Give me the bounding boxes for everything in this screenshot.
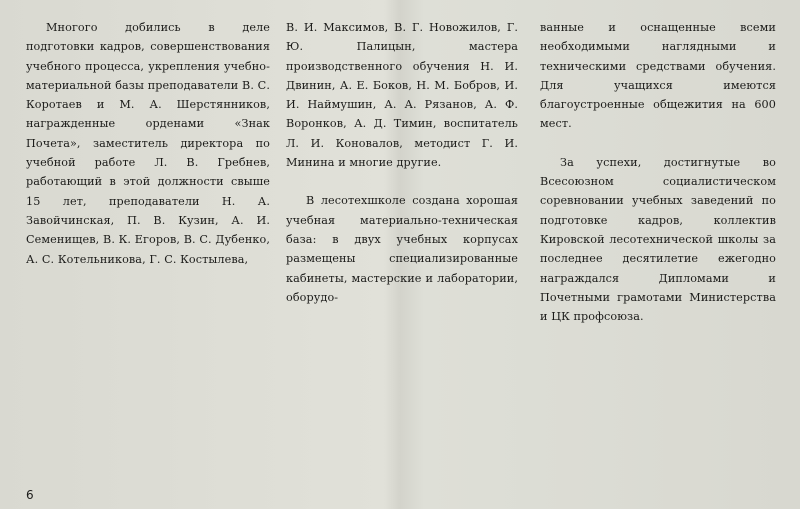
show-through-text bbox=[40, 250, 260, 480]
paragraph: В лесотехшколе создана хорошая учебная материально-техническая база: в двух учебных корпусах размещены специализированные кабинеты, мастерские и лаборатории, оборудо- bbox=[286, 194, 518, 304]
paragraph: ванные и оснащенные всеми необходимыми наглядными и техническими средствами обучения. Для учащихся имеются благоустроенные общежития на 600 мест. bbox=[540, 21, 776, 131]
text-column-3 bbox=[540, 18, 776, 326]
page-number: 6 bbox=[26, 488, 34, 502]
paragraph: В. И. Максимов, В. Г. Новожилов, Г. Ю. Палицын, мастера производственного обучения Н. И. Двинин, А. Е. Боков, Н. М. Бобров, И. И. Наймушин, А. А. Рязанов, А. Ф. Воронков, А. Д. Тимин, воспитатель Л. И. Коновалов, методист Г. И. Минина и многие другие. bbox=[286, 21, 518, 170]
text-column-2 bbox=[286, 18, 518, 307]
text-column-1 bbox=[26, 18, 270, 269]
paragraph: Многого добились в деле подготовки кадров, совершенствования учебного процесса, укрепления учебно-материальной базы преподаватели В. С. Коротаев и М. А. Шерстянников, награжденные орденами «Знак Почета», заместитель директора по учебной работе Л. В. Гребнев, работающий в этой должности свыше 15 лет, преподаватели Н. А. Завойчинская, П. В. Кузин, А. И. Семенищев, В. К. Егоров, В. С. Дубенко, А. С. Котельникова, Г. С. Костылева, bbox=[26, 21, 270, 266]
paragraph: За успехи, достигнутые во Всесоюзном социалистическом соревновании учебных заведений по подготовке кадров, коллектив Кировской лесотехнической школы за последнее десятилетие ежегодно награждался Дипломами и Почетными грамотами Министерства и ЦК профсоюза. bbox=[540, 155, 776, 324]
